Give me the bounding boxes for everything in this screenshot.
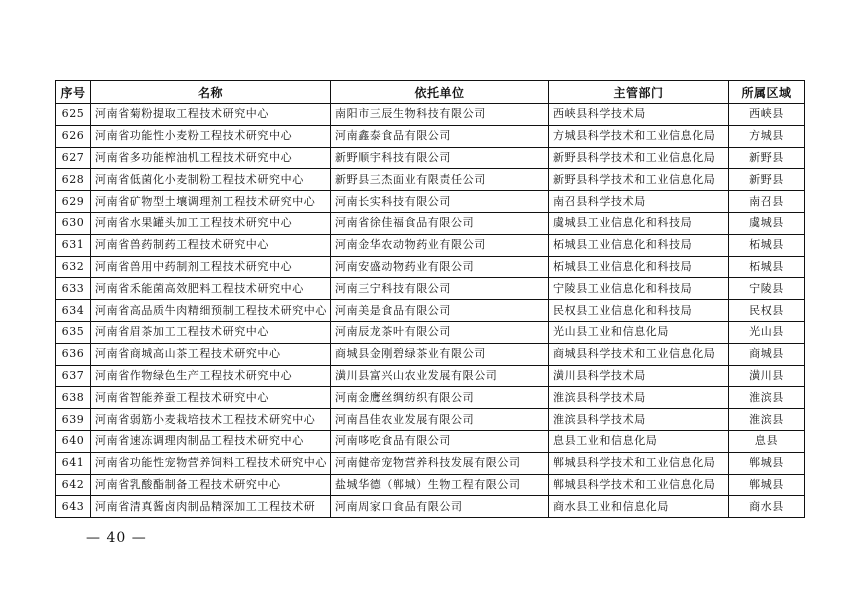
cell-host-unit: 河南鑫泰食品有限公司 (331, 125, 549, 147)
cell-serial-number: 638 (56, 387, 91, 409)
table-row (56, 256, 805, 278)
cell-center-name: 河南省速冻调理肉制品工程技术研究中心 (91, 430, 331, 452)
cell-region: 宁陵县 (729, 278, 805, 300)
cell-serial-number: 639 (56, 409, 91, 431)
cell-host-unit: 河南健帝宠物营养科技发展有限公司 (331, 452, 549, 474)
table-row (56, 474, 805, 496)
cell-region: 虞城县 (729, 212, 805, 234)
cell-serial-number: 628 (56, 169, 91, 191)
cell-host-unit: 河南金华农动物药业有限公司 (331, 234, 549, 256)
cell-center-name: 河南省弱筋小麦栽培技术工程技术研究中心 (91, 409, 331, 431)
cell-supervising-dept: 新野县科学技术和工业信息化局 (549, 147, 729, 169)
cell-supervising-dept: 方城县科学技术和工业信息化局 (549, 125, 729, 147)
cell-supervising-dept: 新野县科学技术和工业信息化局 (549, 169, 729, 191)
cell-host-unit: 新野县三杰面业有限责任公司 (331, 169, 549, 191)
table-row (56, 452, 805, 474)
cell-region: 商水县 (729, 496, 805, 518)
cell-center-name: 河南省多功能榨油机工程技术研究中心 (91, 147, 331, 169)
cell-supervising-dept: 柘城县工业信息化和科技局 (549, 234, 729, 256)
cell-serial-number: 641 (56, 452, 91, 474)
cell-supervising-dept: 光山县工业和信息化局 (549, 321, 729, 343)
cell-center-name: 河南省乳酸酯制备工程技术研究中心 (91, 474, 331, 496)
cell-serial-number: 625 (56, 104, 91, 126)
cell-serial-number: 632 (56, 256, 91, 278)
cell-center-name: 河南省水果罐头加工工程技术研究中心 (91, 212, 331, 234)
table-row (56, 365, 805, 387)
cell-center-name: 河南省低菌化小麦制粉工程技术研究中心 (91, 169, 331, 191)
cell-host-unit: 河南省徐佳福食品有限公司 (331, 212, 549, 234)
cell-supervising-dept: 郸城县科学技术和工业信息化局 (549, 474, 729, 496)
table-row (56, 191, 805, 213)
table-row (56, 104, 805, 126)
cell-center-name: 河南省功能性宠物营养饲料工程技术研究中心 (91, 452, 331, 474)
cell-center-name: 河南省兽药制药工程技术研究中心 (91, 234, 331, 256)
cell-region: 新野县 (729, 147, 805, 169)
research-center-table (55, 80, 805, 518)
header-supervising-dept: 主管部门 (549, 81, 729, 104)
table-row (56, 125, 805, 147)
cell-supervising-dept: 柘城县工业信息化和科技局 (549, 256, 729, 278)
cell-region: 郸城县 (729, 452, 805, 474)
cell-region: 淮滨县 (729, 387, 805, 409)
cell-center-name: 河南省商城高山茶工程技术研究中心 (91, 343, 331, 365)
cell-center-name: 河南省清真酱卤肉制品精深加工工程技术研 (91, 496, 331, 518)
cell-supervising-dept: 宁陵县工业信息化和科技局 (549, 278, 729, 300)
cell-region: 光山县 (729, 321, 805, 343)
cell-supervising-dept: 虞城县工业信息化和科技局 (549, 212, 729, 234)
cell-region: 南召县 (729, 191, 805, 213)
header-host-unit: 依托单位 (331, 81, 549, 104)
cell-supervising-dept: 息县工业和信息化局 (549, 430, 729, 452)
cell-supervising-dept: 南召县科学技术局 (549, 191, 729, 213)
cell-host-unit: 河南哆吃食品有限公司 (331, 430, 549, 452)
cell-host-unit: 商城县金刚碧绿茶业有限公司 (331, 343, 549, 365)
cell-host-unit: 河南昌佳农业发展有限公司 (331, 409, 549, 431)
table-row (56, 409, 805, 431)
table-row (56, 234, 805, 256)
cell-host-unit: 盐城华德（郸城）生物工程有限公司 (331, 474, 549, 496)
cell-serial-number: 635 (56, 321, 91, 343)
cell-supervising-dept: 淮滨县科学技术局 (549, 387, 729, 409)
cell-region: 郸城县 (729, 474, 805, 496)
cell-region: 方城县 (729, 125, 805, 147)
cell-serial-number: 640 (56, 430, 91, 452)
table-row (56, 430, 805, 452)
cell-region: 民权县 (729, 300, 805, 322)
cell-supervising-dept: 民权县工业信息化和科技局 (549, 300, 729, 322)
cell-supervising-dept: 潢川县科学技术局 (549, 365, 729, 387)
cell-host-unit: 河南金鹰丝绸纺织有限公司 (331, 387, 549, 409)
header-serial-number: 序号 (56, 81, 91, 104)
cell-supervising-dept: 郸城县科学技术和工业信息化局 (549, 452, 729, 474)
cell-host-unit: 河南美是食品有限公司 (331, 300, 549, 322)
table-row (56, 321, 805, 343)
cell-serial-number: 643 (56, 496, 91, 518)
cell-host-unit: 河南辰龙茶叶有限公司 (331, 321, 549, 343)
cell-center-name: 河南省眉茶加工工程技术研究中心 (91, 321, 331, 343)
cell-region: 淮滨县 (729, 409, 805, 431)
cell-serial-number: 627 (56, 147, 91, 169)
cell-serial-number: 637 (56, 365, 91, 387)
cell-center-name: 河南省禾能菌高效肥料工程技术研究中心 (91, 278, 331, 300)
cell-region: 息县 (729, 430, 805, 452)
table-body (56, 104, 805, 518)
cell-serial-number: 629 (56, 191, 91, 213)
cell-center-name: 河南省功能性小麦粉工程技术研究中心 (91, 125, 331, 147)
cell-host-unit: 新野顺宇科技有限公司 (331, 147, 549, 169)
table-row (56, 278, 805, 300)
cell-center-name: 河南省兽用中药制剂工程技术研究中心 (91, 256, 331, 278)
cell-serial-number: 630 (56, 212, 91, 234)
cell-supervising-dept: 淮滨县科学技术局 (549, 409, 729, 431)
cell-serial-number: 634 (56, 300, 91, 322)
cell-supervising-dept: 西峡县科学技术局 (549, 104, 729, 126)
cell-region: 柘城县 (729, 234, 805, 256)
table-row (56, 147, 805, 169)
cell-host-unit: 潢川县富兴山农业发展有限公司 (331, 365, 549, 387)
cell-region: 商城县 (729, 343, 805, 365)
table-row (56, 343, 805, 365)
table-row (56, 212, 805, 234)
table-row (56, 300, 805, 322)
cell-center-name: 河南省菊粉提取工程技术研究中心 (91, 104, 331, 126)
cell-center-name: 河南省作物绿色生产工程技术研究中心 (91, 365, 331, 387)
page-number: — 40 — (86, 530, 147, 546)
cell-host-unit: 河南长实科技有限公司 (331, 191, 549, 213)
table-row (56, 496, 805, 518)
cell-center-name: 河南省矿物型土壤调理剂工程技术研究中心 (91, 191, 331, 213)
table-header-row (56, 81, 805, 104)
cell-serial-number: 631 (56, 234, 91, 256)
cell-region: 潢川县 (729, 365, 805, 387)
cell-center-name: 河南省高品质牛肉精细预制工程技术研究中心 (91, 300, 331, 322)
cell-serial-number: 633 (56, 278, 91, 300)
cell-serial-number: 642 (56, 474, 91, 496)
cell-region: 新野县 (729, 169, 805, 191)
cell-region: 柘城县 (729, 256, 805, 278)
table-row (56, 169, 805, 191)
cell-region: 西峡县 (729, 104, 805, 126)
table-row (56, 387, 805, 409)
cell-host-unit: 河南三宁科技有限公司 (331, 278, 549, 300)
cell-center-name: 河南省智能养蚕工程技术研究中心 (91, 387, 331, 409)
cell-host-unit: 河南周家口食品有限公司 (331, 496, 549, 518)
cell-supervising-dept: 商城县科学技术和工业信息化局 (549, 343, 729, 365)
cell-host-unit: 南阳市三辰生物科技有限公司 (331, 104, 549, 126)
cell-serial-number: 636 (56, 343, 91, 365)
header-region: 所属区域 (729, 81, 805, 104)
cell-host-unit: 河南安盛动物药业有限公司 (331, 256, 549, 278)
cell-supervising-dept: 商水县工业和信息化局 (549, 496, 729, 518)
cell-serial-number: 626 (56, 125, 91, 147)
header-name: 名称 (91, 81, 331, 104)
